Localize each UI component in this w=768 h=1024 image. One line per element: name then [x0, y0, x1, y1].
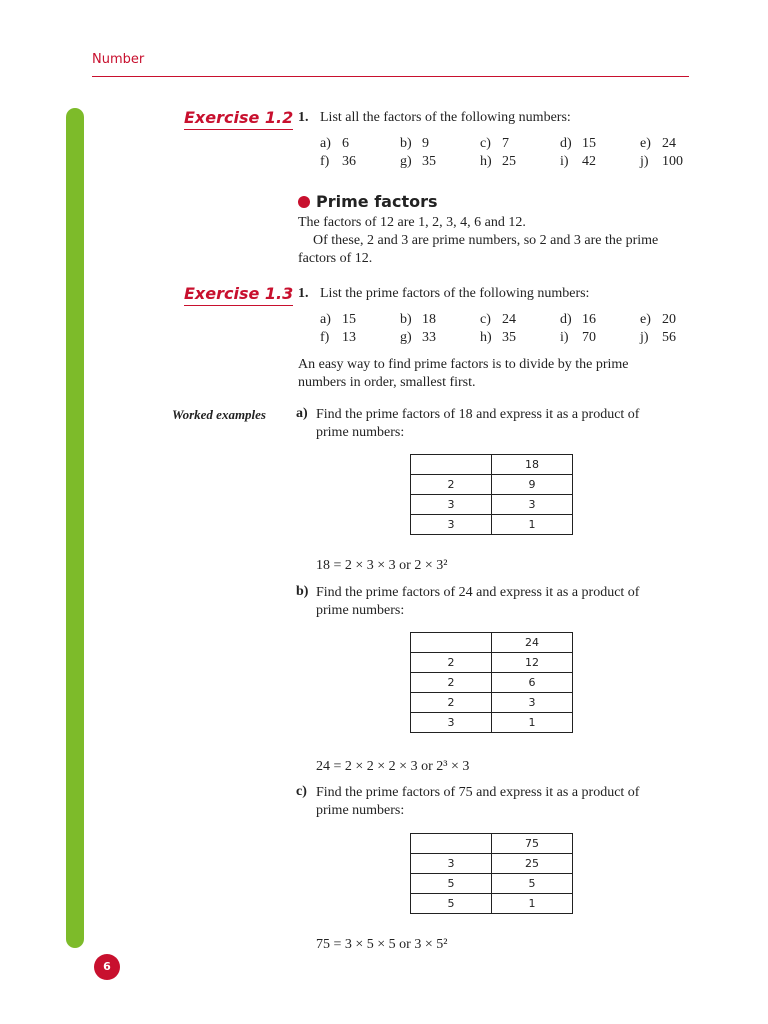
exercise-1-3-tip-line-2: numbers in order, smallest first. — [298, 375, 476, 390]
exercise-1-2-option-item-letter: d) — [560, 136, 572, 151]
exercise-1-2-option-item — [480, 136, 509, 152]
exercise-1-3-option-item-value: 15 — [342, 312, 356, 327]
divisor-cell: 3 — [411, 713, 492, 733]
example-b-factor-table — [410, 632, 573, 733]
exercise-1-2-option-item-letter: b) — [400, 136, 412, 151]
divisor-cell: 5 — [411, 894, 492, 914]
example-b-letter: b) — [296, 584, 309, 599]
exercise-1-3-option-item-value: 20 — [662, 312, 676, 327]
quotient-cell: 6 — [492, 673, 573, 693]
exercise-1-2-option-item-letter: g) — [400, 154, 412, 169]
exercise-1-2-option-item — [400, 154, 436, 170]
divisor-cell — [411, 633, 492, 653]
exercise-1-3-option-item — [480, 312, 516, 328]
example-c-letter: c) — [296, 784, 307, 799]
table-row — [411, 673, 573, 693]
bullet-icon — [298, 196, 310, 208]
example-c-text-line-1: Find the prime factors of 75 and express it as a product of — [316, 785, 640, 800]
table-row — [411, 834, 573, 854]
quotient-cell: 18 — [492, 455, 573, 475]
exercise-1-2-option-item-letter: f) — [320, 154, 330, 169]
exercise-1-2-option-item-letter: e) — [640, 136, 651, 151]
table-row — [411, 693, 573, 713]
exercise-1-3-option-item — [320, 312, 356, 328]
table-row — [411, 495, 573, 515]
table-row — [411, 874, 573, 894]
exercise-1-3-option-item-letter: g) — [400, 330, 412, 345]
prime-factors-heading-text: Prime factors — [316, 192, 438, 211]
example-c-factor-table — [410, 833, 573, 914]
table-row — [411, 475, 573, 495]
quotient-cell: 3 — [492, 693, 573, 713]
divisor-cell: 3 — [411, 854, 492, 874]
divisor-cell: 2 — [411, 693, 492, 713]
exercise-1-3-option-item-letter: f) — [320, 330, 330, 345]
exercise-1-2-option-item — [640, 136, 676, 152]
exercise-1-3-option-item-value: 56 — [662, 330, 676, 345]
table-row — [411, 633, 573, 653]
exercise-1-3-option-item-letter: h) — [480, 330, 492, 345]
exercise-1-2-option-item-value: 42 — [582, 154, 596, 169]
example-a-letter: a) — [296, 406, 308, 421]
exercise-1-2-option-item-letter: a) — [320, 136, 331, 151]
quotient-cell: 1 — [492, 713, 573, 733]
exercise-1-3-option-item — [560, 330, 596, 346]
quotient-cell: 5 — [492, 874, 573, 894]
exercise-1-2-option-item — [320, 154, 356, 170]
quotient-cell: 1 — [492, 894, 573, 914]
example-a-text-line-2: prime numbers: — [316, 425, 405, 440]
exercise-1-2-option-item-value: 35 — [422, 154, 436, 169]
example-b-result: 24 = 2 × 2 × 2 × 3 or 2³ × 3 — [316, 759, 470, 774]
quotient-cell: 75 — [492, 834, 573, 854]
exercise-1-3-option-item-value: 13 — [342, 330, 356, 345]
exercise-1-3-option-item — [400, 330, 436, 346]
prime-factors-line-1: The factors of 12 are 1, 2, 3, 4, 6 and 12. — [298, 215, 526, 230]
exercise-1-2-option-item-value: 6 — [342, 136, 349, 151]
side-color-bar — [66, 108, 84, 948]
divisor-cell: 5 — [411, 874, 492, 894]
exercise-1-2-option-item — [640, 154, 683, 170]
prime-factors-line-2: Of these, 2 and 3 are prime numbers, so 2 and 3 are the prime — [313, 233, 659, 248]
exercise-1-3-option-item-letter: i) — [560, 330, 569, 345]
exercise-1-3-tip-line-1: An easy way to find prime factors is to divide by the prime — [298, 357, 629, 372]
header-rule — [92, 76, 689, 77]
exercise-1-2-option-item-value: 100 — [662, 154, 683, 169]
table-row — [411, 455, 573, 475]
exercise-1-3-option-item-letter: e) — [640, 312, 651, 327]
quotient-cell: 24 — [492, 633, 573, 653]
exercise-1-3-option-item-letter: b) — [400, 312, 412, 327]
example-b-text-line-1: Find the prime factors of 24 and express it as a product of — [316, 585, 640, 600]
table-row — [411, 515, 573, 535]
example-c-text-line-2: prime numbers: — [316, 803, 405, 818]
running-header: Number — [92, 52, 145, 67]
divisor-cell: 2 — [411, 673, 492, 693]
exercise-1-3-option-item-value: 33 — [422, 330, 436, 345]
exercise-1-2-option-item-value: 25 — [502, 154, 516, 169]
example-c-result: 75 = 3 × 5 × 5 or 3 × 5² — [316, 937, 448, 952]
exercise-1-3-option-item-value: 70 — [582, 330, 596, 345]
example-a-factor-table — [410, 454, 573, 535]
exercise-1-3-option-item — [560, 312, 596, 328]
divisor-cell: 2 — [411, 653, 492, 673]
exercise-1-3-question-text: List the prime factors of the following numbers: — [320, 286, 590, 301]
exercise-1-2-option-item — [320, 136, 349, 152]
quotient-cell: 3 — [492, 495, 573, 515]
exercise-1-3-option-item-letter: c) — [480, 312, 491, 327]
divisor-cell — [411, 834, 492, 854]
exercise-1-2-option-item — [480, 154, 516, 170]
exercise-1-2-question-number: 1. — [298, 110, 309, 125]
exercise-1-3-question-number: 1. — [298, 286, 309, 301]
exercise-1-2-label: Exercise 1.2 — [184, 108, 293, 130]
exercise-1-3-option-item — [320, 330, 356, 346]
exercise-1-3-option-item-letter: d) — [560, 312, 572, 327]
exercise-1-2-option-item-letter: j) — [640, 154, 649, 169]
table-row — [411, 854, 573, 874]
exercise-1-2-option-item — [400, 136, 429, 152]
exercise-1-2-option-item-value: 7 — [502, 136, 509, 151]
exercise-1-2-option-item-value: 36 — [342, 154, 356, 169]
exercise-1-3-option-item — [640, 312, 676, 328]
table-row — [411, 653, 573, 673]
divisor-cell: 3 — [411, 495, 492, 515]
example-b-text-line-2: prime numbers: — [316, 603, 405, 618]
divisor-cell: 2 — [411, 475, 492, 495]
quotient-cell: 9 — [492, 475, 573, 495]
exercise-1-2-question-text: List all the factors of the following numbers: — [320, 110, 571, 125]
exercise-1-3-option-item-value: 24 — [502, 312, 516, 327]
table-row — [411, 713, 573, 733]
exercise-1-2-option-item-value: 24 — [662, 136, 676, 151]
quotient-cell: 12 — [492, 653, 573, 673]
exercise-1-2-option-item-letter: h) — [480, 154, 492, 169]
prime-factors-heading — [298, 192, 438, 211]
exercise-1-3-option-item — [640, 330, 676, 346]
table-row — [411, 894, 573, 914]
exercise-1-2-option-item — [560, 136, 596, 152]
example-a-text-line-1: Find the prime factors of 18 and express it as a product of — [316, 407, 640, 422]
worked-examples-label: Worked examples — [172, 407, 266, 422]
divisor-cell: 3 — [411, 515, 492, 535]
exercise-1-2-option-item-value: 9 — [422, 136, 429, 151]
prime-factors-line-3: factors of 12. — [298, 251, 373, 266]
exercise-1-3-option-item-value: 35 — [502, 330, 516, 345]
exercise-1-2-option-item — [560, 154, 596, 170]
exercise-1-3-option-item — [400, 312, 436, 328]
exercise-1-2-option-item-letter: c) — [480, 136, 491, 151]
exercise-1-2-option-item-value: 15 — [582, 136, 596, 151]
exercise-1-3-option-item-value: 16 — [582, 312, 596, 327]
quotient-cell: 1 — [492, 515, 573, 535]
page-number: 6 — [94, 954, 120, 980]
exercise-1-3-option-item-value: 18 — [422, 312, 436, 327]
example-a-result: 18 = 2 × 3 × 3 or 2 × 3² — [316, 558, 448, 573]
divisor-cell — [411, 455, 492, 475]
exercise-1-3-option-item-letter: j) — [640, 330, 649, 345]
exercise-1-3-option-item — [480, 330, 516, 346]
exercise-1-3-option-item-letter: a) — [320, 312, 331, 327]
quotient-cell: 25 — [492, 854, 573, 874]
exercise-1-3-label: Exercise 1.3 — [184, 284, 293, 306]
exercise-1-2-option-item-letter: i) — [560, 154, 569, 169]
